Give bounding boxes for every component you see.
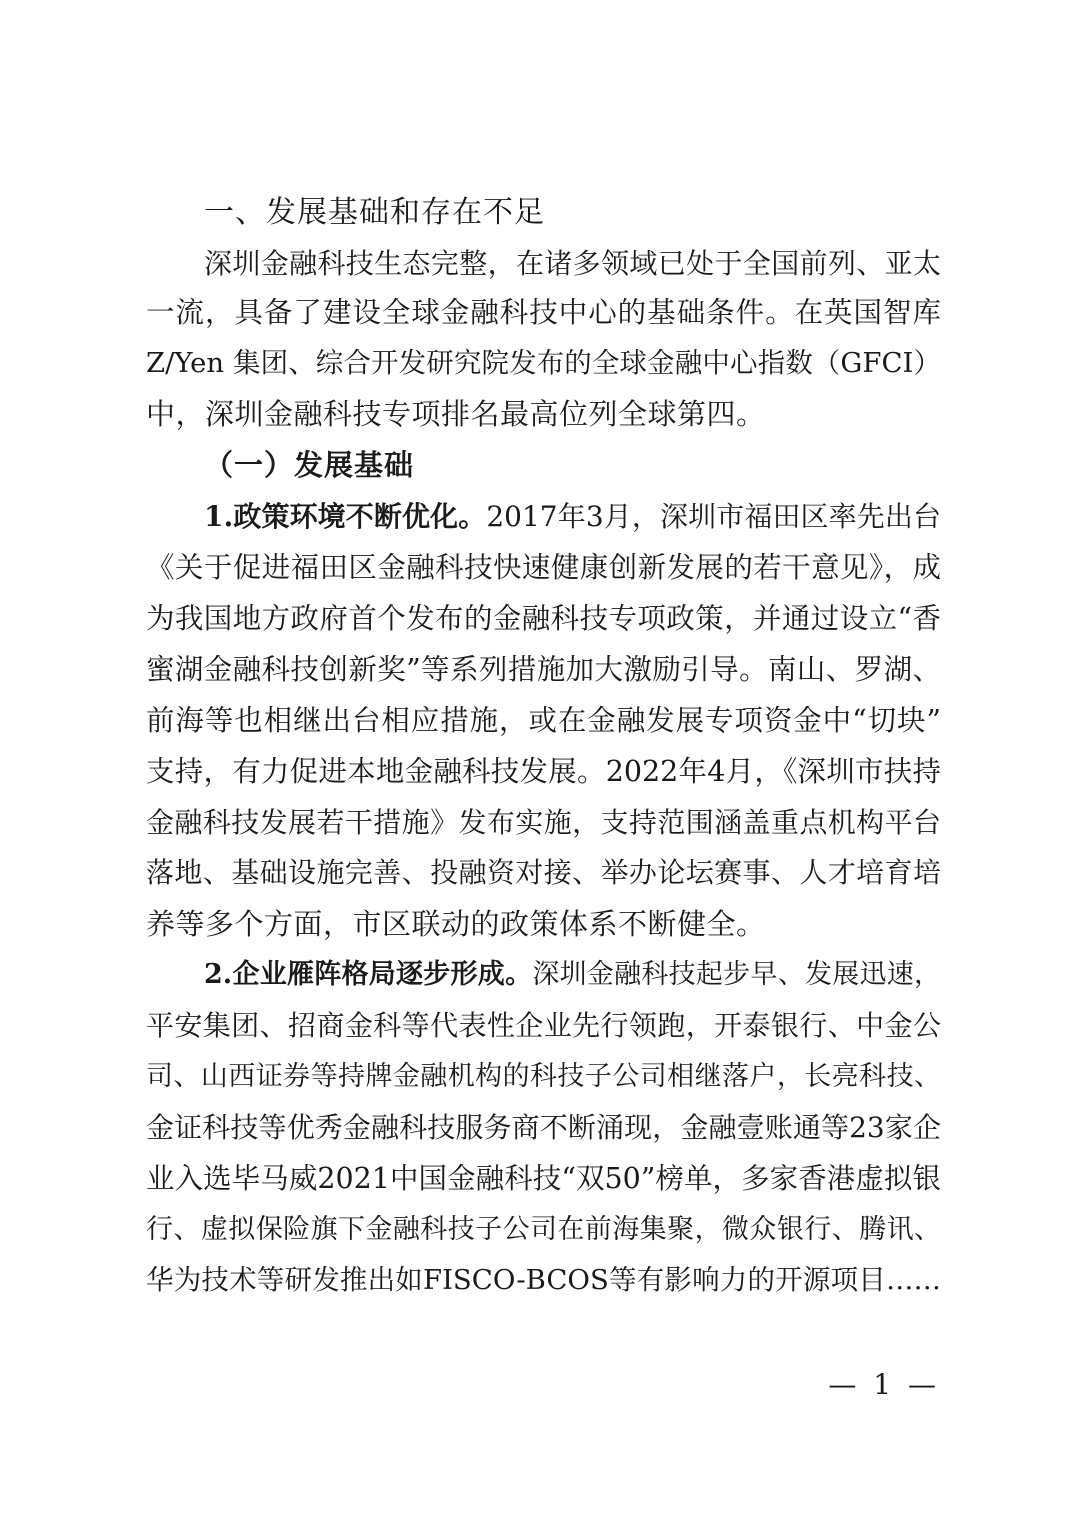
item-title: 1.政策环境不断优化。 (204, 500, 487, 533)
paragraph-line: 落地、基础设施完善、投融资对接、举办论坛赛事、人才培育培 (146, 856, 941, 889)
paragraph-line: 蜜湖金融科技创新奖”等系列措施加大激励引导。南山、罗湖、 (146, 653, 941, 686)
subsection-heading: （一）发展基础 (204, 448, 415, 482)
page-number: — 1 — (828, 1368, 940, 1401)
section-heading: 一、发展基础和存在不足 (204, 195, 545, 230)
paragraph-line: 行、虚拟保险旗下金融科技子公司在前海集聚，微众银行、腾讯、 (146, 1214, 941, 1245)
paragraph-line: 司、山西证券等持牌金融机构的科技子公司相继落户，长亮科技、 (146, 1061, 941, 1092)
paragraph-line: 华为技术等研发推出如FISCO-BCOS等有影响力的开源项目…… (146, 1264, 941, 1296)
paragraph-line: 为我国地方政府首个发布的金融科技专项政策，并通过设立“香 (146, 602, 941, 635)
item-title: 2.企业雁阵格局逐步形成。 (204, 959, 533, 990)
paragraph-line: 金融科技发展若干措施》发布实施，支持范围涵盖重点机构平台 (146, 806, 941, 839)
paragraph-line: 《关于促进福田区金融科技快速健康创新发展的若干意见》，成 (146, 551, 941, 584)
paragraph-line: 金证科技等优秀金融科技服务商不断涌现，金融壹账通等23家企 (146, 1111, 941, 1144)
paragraph-line: 平安集团、招商金科等代表性企业先行领跑，开泰银行、中金公 (146, 1009, 941, 1042)
paragraph-line: Z/Yen 集团、综合开发研究院发布的全球金融中心指数（GFCI） (146, 347, 941, 379)
paragraph-line: 一流，具备了建设全球金融科技中心的基础条件。在英国智库 (146, 296, 941, 329)
item-first-line-text: 深圳金融科技起步早、发展迅速， (532, 959, 942, 990)
paragraph-line: 中，深圳金融科技专项排名最高位列全球第四。 (146, 397, 766, 431)
item-first-line (204, 948, 941, 1002)
paragraph-line: 深圳金融科技生态完整，在诸多领域已处于全国前列、亚太 (204, 247, 941, 280)
paragraph-line: 前海等也相继出台相应措施，或在金融发展专项资金中“切块” (146, 704, 941, 737)
paragraph-line: 业入选毕马威2021中国金融科技“双50”榜单，多家香港虚拟银 (146, 1162, 941, 1195)
item-first-line (204, 490, 941, 544)
item-first-line-text: 2017年3月，深圳市福田区率先出台 (486, 500, 942, 533)
paragraph-line: 支持，有力促进本地金融科技发展。2022年4月，《深圳市扶持 (146, 755, 941, 788)
paragraph-line: 养等多个方面，市区联动的政策体系不断健全。 (146, 907, 766, 941)
